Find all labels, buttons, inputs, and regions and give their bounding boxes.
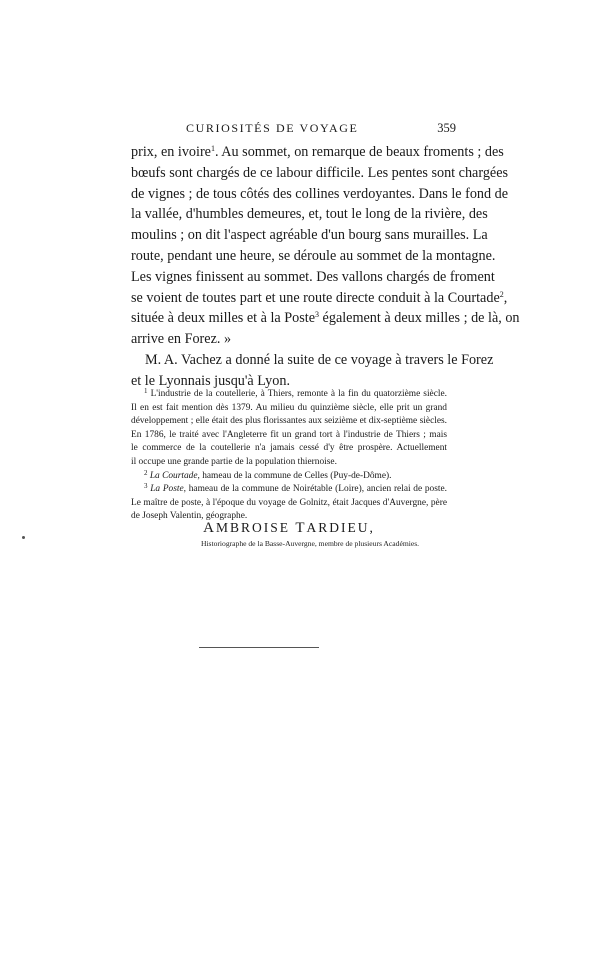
footnote-line: le commerce de la coutellerie n'a jamais cessé d'y être prospère. Actuellement	[131, 443, 447, 454]
body-line: prix, en ivoire$^1$. Au sommet, on remarque de beaux froments ; des	[131, 144, 504, 160]
running-head-title: CURIOSITÉS DE VOYAGE	[186, 121, 359, 135]
body-text	[131, 142, 520, 392]
footnote-line: Il en est fait mention dès 1379. Au milieu du quinzième siècle, elle prit un grand	[131, 402, 447, 413]
body-line: la vallée, d'humbles demeures, et, tout le long de la rivière, des	[131, 206, 488, 223]
body-line: située à deux milles et à la Poste$^3$ également à deux milles ; de là, on	[131, 310, 520, 327]
footnote-ref-2: 2	[499, 289, 504, 299]
footnote-line: Le maître de poste, à l'époque du voyage de Golnitz, était Jacques d'Auvergne, père	[131, 497, 447, 508]
body-line: Les vignes finissent au sommet. Des vallons chargés de froment	[131, 268, 495, 285]
body-line: M. A. Vachez a donné la suite de ce voyage à travers le Forez	[145, 351, 494, 368]
page-speck	[22, 536, 25, 539]
body-line: moulins ; on dit l'aspect agréable d'un bourg sans murailles. La	[131, 227, 488, 244]
page-number: 359	[437, 121, 456, 135]
footnote-ref-3: 3	[315, 310, 319, 320]
closing-rule	[199, 647, 319, 648]
footnote-line: En 1786, le traité avec l'Angleterre fit un grand tort à l'industrie de Thiers ; mais	[131, 429, 447, 440]
footnote-line: développement ; elle était des plus florissantes aux seizième et dix-septième siècles.	[131, 416, 447, 427]
footnote-1: $^1$ L'industrie de la coutellerie, à Thiers, remonte à la fin du quatorzième siècle.	[144, 387, 447, 399]
signature-affiliation: Historiographe de la Basse-Auvergne, membre de plusieurs Académies.	[200, 539, 420, 548]
footnote-line: de Joseph Valentin, géographe.	[131, 511, 248, 522]
body-line: de vignes ; de tous côtés des collines verdoyantes. Dans le fond de	[131, 185, 509, 202]
footnote-ref-1: 1	[210, 144, 215, 153]
body-line: et le Lyonnais jusqu'à Lyon.	[131, 372, 290, 389]
body-line: bœufs sont chargés de ce labour difficile. Les pentes sont chargées	[131, 164, 509, 181]
footnotes	[131, 388, 447, 524]
body-line: se voient de toutes part et une route directe conduit à la Courtade$^2$,	[131, 289, 508, 306]
body-line: arrive en Forez. »	[131, 331, 232, 348]
signature: AMBROISE TARDIEU,	[203, 520, 375, 536]
body-line: route, pendant une heure, se déroule au sommet de la montagne.	[131, 247, 496, 264]
footnote-3: $^3$ La Poste, hameau de la commune de Noirétable (Loire), ancien relai de poste.	[144, 482, 448, 495]
footnote-line: il occupe une grande partie de la population thiernoise.	[131, 456, 337, 467]
footnote-2: $^2$ La Courtade, hameau de la commune de Celles (Puy-de-Dôme).	[144, 468, 392, 481]
